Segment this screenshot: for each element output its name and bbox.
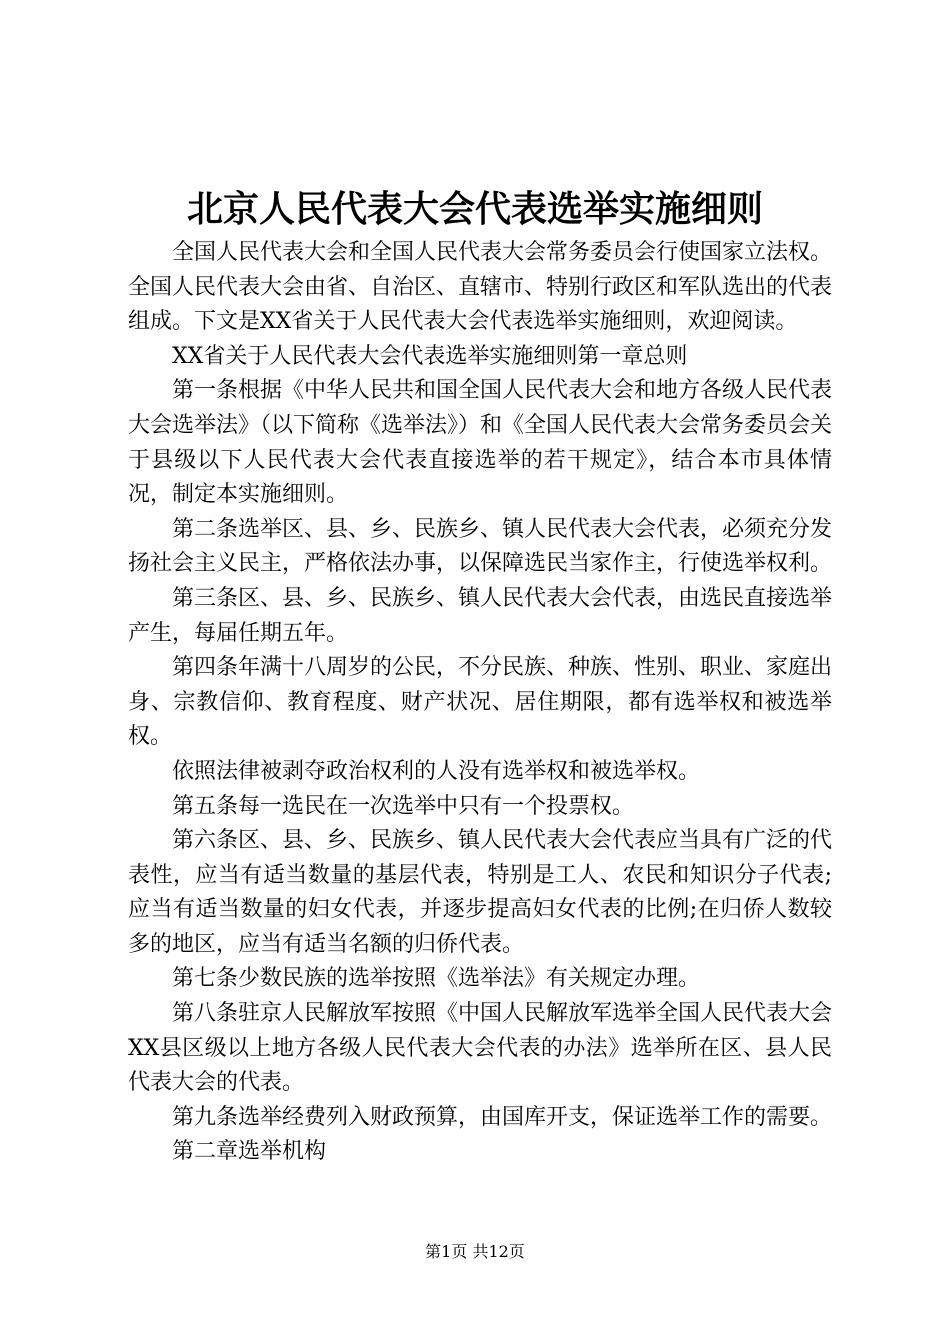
page-footer <box>0 1240 950 1264</box>
paragraph-article-9: 第九条选举经费列入财政预算，由国库开支，保证选举工作的需要。 <box>172 1104 833 1130</box>
paragraph-article-2: 第二条选举区、县、乡、民族乡、镇人民代表大会代表，必须充分发扬社会主义民主，严格依法办事，以保障选民当家作主，行使选举权利。 <box>128 516 833 577</box>
paragraph-article-4: 第四条年满十八周岁的公民，不分民族、种族、性别、职业、家庭出身、宗教信仰、教育程度、财产状况、居住期限，都有选举权和被选举权。 <box>128 655 833 750</box>
paragraph-article-3: 第三条区、县、乡、民族乡、镇人民代表大会代表，由选民直接选举产生，每届任期五年。 <box>128 585 833 646</box>
paragraph-article-6: 第六条区、县、乡、民族乡、镇人民代表大会代表应当具有广泛的代表性，应当有适当数量的基层代表，特别是工人、农民和知识分子代表;应当有适当数量的妇女代表，并逐步提高妇女代表的比例;在归侨人数较多的地区，应当有适当名额的归侨代表。 <box>128 828 833 957</box>
paragraph-chapter-2-heading: 第二章选举机构 <box>172 1139 327 1165</box>
paragraph-article-5: 第五条每一选民在一次选举中只有一个投票权。 <box>172 793 635 819</box>
paragraph-chapter-1-heading: XX省关于人民代表大会代表选举实施细则第一章总则 <box>172 343 688 369</box>
paragraph-article-8: 第八条驻京人民解放军按照《中国人民解放军选举全国人民代表大会XX县区级以上地方各级人民代表大会代表的办法》选举所在区、县人民代表大会的代表。 <box>128 1001 833 1096</box>
paragraph-article-7: 第七条少数民族的选举按照《选举法》有关规定办理。 <box>172 966 701 992</box>
page-number-label: 第1页 共12页 <box>425 1242 525 1261</box>
paragraph-article-4-note: 依照法律被剥夺政治权利的人没有选举权和被选举权。 <box>172 758 701 784</box>
document-title: 北京人民代表大会代表选举实施细则 <box>186 188 763 230</box>
paragraph-article-1: 第一条根据《中华人民共和国全国人民代表大会和地方各级人民代表大会选举法》（以下简称《选举法》）和《全国人民代表大会常务委员会关于县级以下人民代表大会代表直接选举的若干规定》，结合本市具体情况，制定本实施细则。 <box>128 378 833 508</box>
paragraph-intro: 全国人民代表大会和全国人民代表大会常务委员会行使国家立法权。全国人民代表大会由省、自治区、直辖市、特别行政区和军队选出的代表组成。下文是XX省关于人民代表大会代表选举实施细则，欢迎阅读。 <box>128 240 833 335</box>
document-body <box>128 236 832 1170</box>
